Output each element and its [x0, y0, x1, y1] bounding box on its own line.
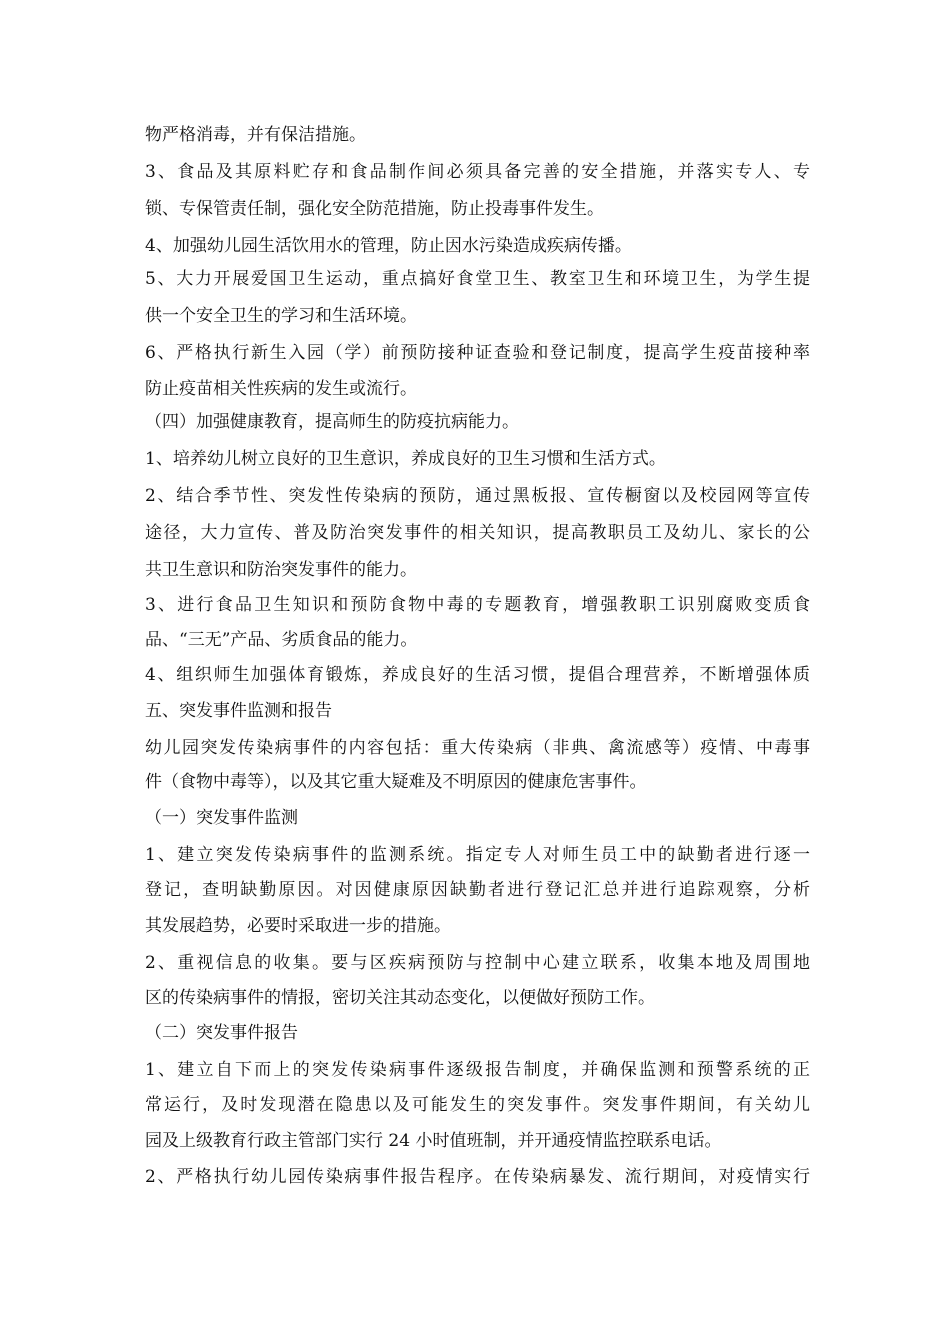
- text-line: 园及上级教育行政主管部门实行 24 小时值班制，并开通疫情监控联系电话。: [145, 1131, 722, 1151]
- text-line: 2、结合季节性、突发性传染病的预防，通过黑板报、宣传橱窗以及校园网等宣传: [145, 486, 810, 506]
- text-line: 3、食品及其原料贮存和食品制作间必须具备完善的安全措施，并落实专人、专: [145, 162, 810, 182]
- text-line: 共卫生意识和防治突发事件的能力。: [145, 560, 417, 580]
- text-line: 件（食物中毒等），以及其它重大疑难及不明原因的健康危害事件。: [145, 772, 647, 792]
- section-heading: 五、突发事件监测和报告: [145, 701, 332, 721]
- text-line: 品、“三无”产品、劣质食品的能力。: [145, 630, 418, 650]
- text-line: 4、组织师生加强体育锻炼，养成良好的生活习惯，提倡合理营养，不断增强体质: [145, 665, 810, 685]
- text-line: 物严格消毒，并有保洁措施。: [145, 125, 366, 145]
- text-line: 登记，查明缺勤原因。对因健康原因缺勤者进行登记汇总并进行追踪观察，分析: [145, 880, 810, 900]
- text-line: 1、建立突发传染病事件的监测系统。指定专人对师生员工中的缺勤者进行逐一: [145, 845, 810, 865]
- text-line: 5、大力开展爱国卫生运动，重点搞好食堂卫生、教室卫生和环境卫生，为学生提: [145, 269, 810, 289]
- text-line: 6、严格执行新生入园（学）前预防接种证查验和登记制度，提高学生疫苗接种率: [145, 343, 810, 363]
- text-line: （四）加强健康教育，提高师生的防疫抗病能力。: [145, 412, 519, 432]
- text-line: 4、加强幼儿园生活饮用水的管理，防止因水污染造成疾病传播。: [145, 236, 632, 256]
- text-line: 供一个安全卫生的学习和生活环境。: [145, 306, 417, 326]
- text-line: 2、重视信息的收集。要与区疾病预防与控制中心建立联系，收集本地及周围地: [145, 953, 810, 973]
- text-line: 幼儿园突发传染病事件的内容包括：重大传染病（非典、禽流感等）疫情、中毒事: [145, 738, 810, 758]
- text-line: 3、进行食品卫生知识和预防食物中毒的专题教育，增强教职工识别腐败变质食: [145, 595, 810, 615]
- text-line: 其发展趋势，必要时采取进一步的措施。: [145, 916, 451, 936]
- text-line: 途径，大力宣传、普及防治突发事件的相关知识，提高教职员工及幼儿、家长的公: [145, 523, 810, 543]
- subsection-heading: （二）突发事件报告: [145, 1023, 298, 1043]
- text-line: 1、建立自下而上的突发传染病事件逐级报告制度，并确保监测和预警系统的正: [145, 1060, 810, 1080]
- text-line: 防止疫苗相关性疾病的发生或流行。: [145, 379, 417, 399]
- subsection-heading: （一）突发事件监测: [145, 808, 298, 828]
- text-line: 区的传染病事件的情报，密切关注其动态变化，以便做好预防工作。: [145, 988, 655, 1008]
- text-line: 1、培养幼儿树立良好的卫生意识，养成良好的卫生习惯和生活方式。: [145, 449, 666, 469]
- text-line: 锁、专保管责任制，强化安全防范措施，防止投毒事件发生。: [145, 199, 604, 219]
- text-line: 常运行，及时发现潜在隐患以及可能发生的突发事件。突发事件期间，有关幼儿: [145, 1095, 810, 1115]
- text-line: 2、严格执行幼儿园传染病事件报告程序。在传染病暴发、流行期间，对疫情实行: [145, 1167, 810, 1187]
